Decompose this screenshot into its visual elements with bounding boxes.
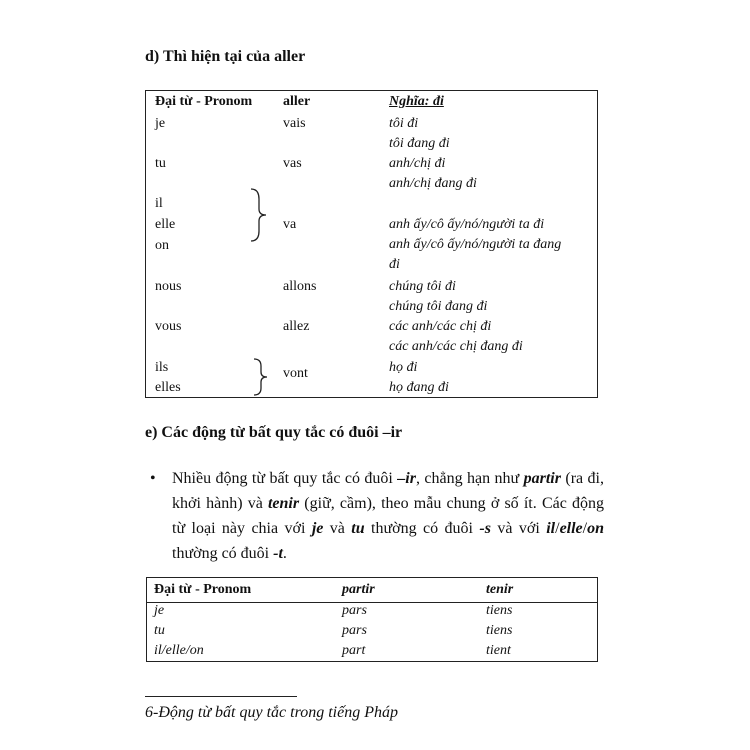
- para-text: và: [323, 520, 352, 537]
- para-text: .: [282, 545, 287, 562]
- col-header-tenir: tenir: [486, 582, 514, 597]
- meaning-line: chúng tôi đi: [389, 279, 456, 294]
- col-header-pronoun: Đại từ - Pronom: [154, 582, 252, 597]
- meaning-line: các anh/các chị đi: [389, 319, 492, 334]
- pronoun-on: on: [155, 238, 169, 253]
- pronoun-cell: tu: [154, 623, 165, 638]
- verb-vas: vas: [283, 156, 302, 171]
- meaning-line: anh ấy/cô ấy/nó/người ta đi: [389, 217, 545, 232]
- bullet-icon: •: [150, 470, 156, 487]
- partir-cell: part: [342, 643, 366, 658]
- meaning-line: anh/chị đang đi: [389, 176, 477, 191]
- meaning-line: các anh/các chị đang đi: [389, 339, 523, 354]
- para-emphasis: on: [587, 520, 605, 537]
- meaning-line: chúng tôi đang đi: [389, 299, 488, 314]
- partir-cell: pars: [342, 623, 367, 638]
- verb-vais: vais: [283, 116, 306, 131]
- verb-allons: allons: [283, 279, 317, 294]
- col-header-partir: partir: [342, 582, 375, 597]
- para-emphasis: partir: [523, 470, 561, 487]
- para-text: /: [582, 520, 588, 537]
- para-text: thường có đuôi: [364, 520, 480, 537]
- para-text: Nhiều động từ bất quy tắc có đuôi: [172, 470, 398, 487]
- aller-conjugation-table: [145, 90, 598, 398]
- col-header-pronoun: Đại từ - Pronom: [155, 94, 253, 109]
- pronoun-vous: vous: [155, 319, 182, 334]
- pronoun-il: il: [155, 196, 163, 211]
- explanation-paragraph: [172, 466, 604, 566]
- pronoun-elle: elle: [155, 217, 176, 232]
- para-emphasis: tenir: [267, 495, 300, 512]
- partir-cell: pars: [342, 603, 367, 618]
- para-emphasis: -t: [273, 545, 283, 562]
- para-emphasis: tu: [351, 520, 365, 537]
- header-divider: [147, 602, 597, 603]
- meaning-line: anh/chị đi: [389, 156, 446, 171]
- ir-verbs-table: [146, 577, 598, 662]
- meaning-line: họ đang đi: [389, 380, 449, 395]
- pronoun-nous: nous: [155, 279, 182, 294]
- para-text: thường có đuôi: [172, 545, 274, 562]
- para-emphasis: elle: [559, 520, 583, 537]
- para-emphasis: -s: [479, 520, 491, 537]
- para-text: , chẳng hạn như: [415, 470, 524, 487]
- pronoun-cell: je: [154, 603, 165, 618]
- section-d-heading: d) Thì hiện tại của aller: [145, 48, 306, 65]
- meaning-line: tôi đang đi: [389, 136, 450, 151]
- meaning-line: đi: [389, 257, 400, 272]
- tenir-cell: tiens: [486, 623, 513, 638]
- pronoun-elles: elles: [155, 380, 181, 395]
- para-text: (ra đi, khởi hành) và: [172, 470, 605, 512]
- footer-text: 6-Động từ bất quy tắc trong tiếng Pháp: [145, 704, 398, 721]
- pronoun-cell: il/elle/on: [154, 643, 204, 658]
- section-e-heading: e) Các động từ bất quy tắc có đuôi –ir: [145, 424, 403, 441]
- right-brace-icon: [248, 187, 270, 243]
- para-text: và với: [490, 520, 547, 537]
- meaning-line: anh ấy/cô ấy/nó/người ta đang: [389, 237, 562, 252]
- para-emphasis: il: [546, 520, 556, 537]
- meaning-line: tôi đi: [389, 116, 419, 131]
- col-header-verb: aller: [283, 94, 311, 109]
- verb-va: va: [283, 217, 297, 232]
- para-text: (giữ, cầm), theo mẫu chung ở số ít. Các động từ loại này chia với: [172, 495, 604, 537]
- meaning-line: họ đi: [389, 360, 418, 375]
- pronoun-je: je: [155, 116, 166, 131]
- pronoun-tu: tu: [155, 156, 166, 171]
- pronoun-ils: ils: [155, 360, 169, 375]
- tenir-cell: tiens: [486, 603, 513, 618]
- para-text: /: [555, 520, 560, 537]
- para-emphasis: je: [311, 520, 324, 537]
- footer-rule: [145, 696, 297, 697]
- col-header-meaning: Nghĩa: đi: [389, 94, 444, 109]
- verb-vont: vont: [283, 366, 308, 381]
- para-emphasis: –ir: [397, 470, 416, 487]
- verb-allez: allez: [283, 319, 310, 334]
- tenir-cell: tient: [486, 643, 511, 658]
- right-brace-icon: [251, 357, 271, 397]
